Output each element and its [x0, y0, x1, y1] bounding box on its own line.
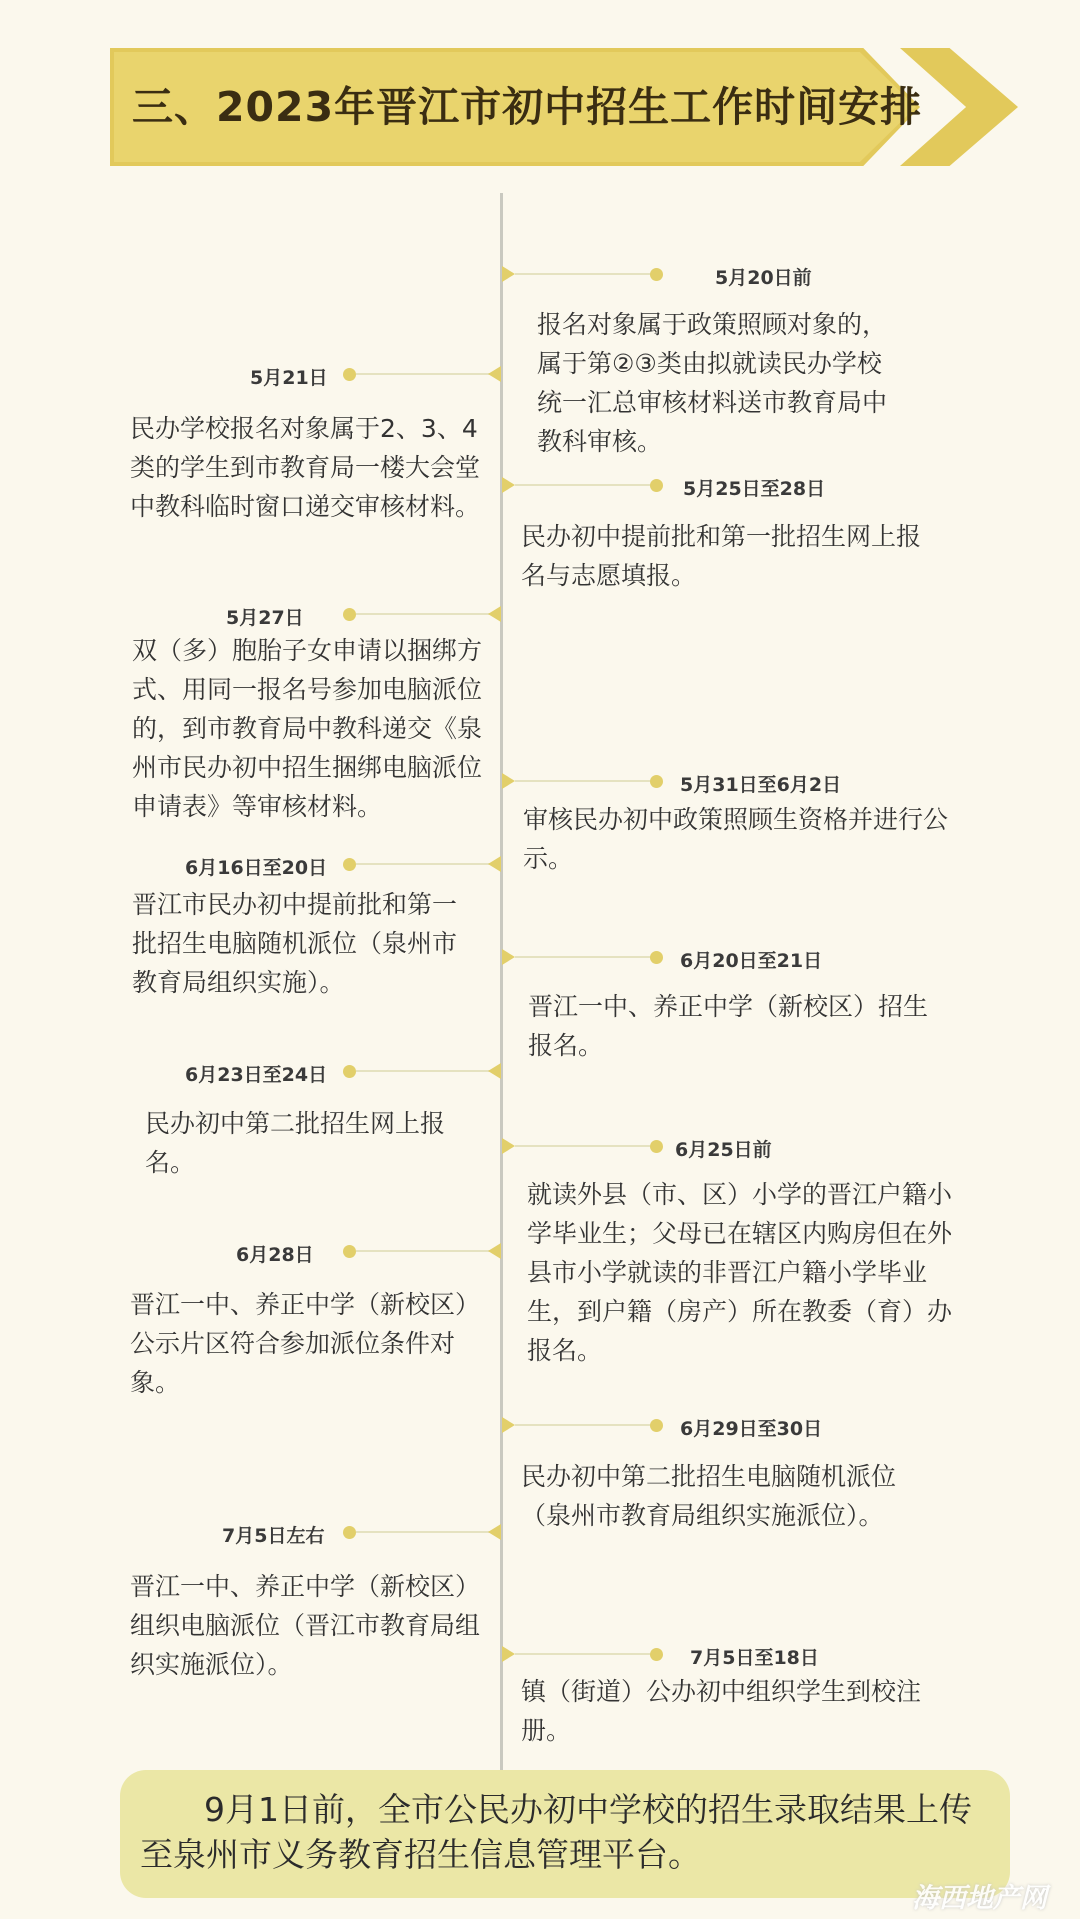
event-description: 晋江一中、养正中学（新校区）公示片区符合参加派位条件对象。 — [130, 1290, 481, 1397]
timeline-dot-icon — [343, 608, 356, 621]
timeline-dot-icon — [650, 951, 663, 964]
event-description: 就读外县（市、区）小学的晋江户籍小学毕业生；父母已在辖区内购房但在外县市小学就读的非晋江户籍小学毕业生，到户籍（房产）所在教委（育）办报名。 — [527, 1180, 953, 1365]
event-description: 民办学校报名对象属于2、3、4类的学生到市教育局一楼大会堂中教科临时窗口递交审核材料。 — [130, 414, 481, 521]
timeline-dot-icon — [343, 1245, 356, 1258]
event-description: 民办初中提前批和第一批招生网上报名与志愿填报。 — [521, 522, 922, 590]
summary-note-text: 9月1日前，全市公民办初中学校的招生录取结果上传至泉州市义务教育招生信息管理平台。 — [140, 1790, 972, 1874]
event-date: 6月28日 — [236, 1244, 314, 1266]
event-date: 6月29日至30日 — [680, 1418, 823, 1440]
left-arrow-marker-icon — [488, 366, 501, 382]
summary-note — [140, 1787, 995, 1877]
timeline-dot-icon — [650, 1140, 663, 1153]
watermark: 海西地产网 — [912, 1883, 1047, 1914]
right-arrow-marker-icon — [502, 1646, 515, 1662]
event-description: 审核民办初中政策照顾生资格并进行公示。 — [523, 805, 949, 873]
right-arrow-marker-icon — [502, 1417, 515, 1433]
event-date: 7月5日左右 — [222, 1525, 325, 1547]
timeline-dot-icon — [343, 858, 356, 871]
timeline-connector — [356, 613, 491, 615]
page-title: 三、2023年晋江市初中招生工作时间安排 — [132, 83, 923, 131]
event-date: 6月23日至24日 — [185, 1064, 328, 1086]
timeline-dot-icon — [650, 479, 663, 492]
timeline-connector — [515, 1145, 655, 1147]
event-description: 晋江一中、养正中学（新校区）组织电脑派位（晋江市教育局组织实施派位）。 — [130, 1572, 481, 1679]
event-description: 晋江市民办初中提前批和第一批招生电脑随机派位（泉州市教育局组织实施）。 — [132, 890, 458, 997]
right-arrow-marker-icon — [502, 477, 515, 493]
event-description: 民办初中第二批招生网上报名。 — [145, 1109, 446, 1177]
right-arrow-marker-icon — [502, 266, 515, 282]
timeline-connector — [515, 273, 655, 275]
left-arrow-marker-icon — [488, 1063, 501, 1079]
timeline-dot-icon — [650, 268, 663, 281]
left-arrow-marker-icon — [488, 1243, 501, 1259]
timeline-dot-icon — [650, 1648, 663, 1661]
timeline-dot-icon — [343, 368, 356, 381]
event-date: 5月27日 — [226, 607, 304, 629]
event-description: 镇（街道）公办初中组织学生到校注册。 — [521, 1677, 922, 1745]
right-arrow-marker-icon — [502, 949, 515, 965]
timeline-connector — [515, 484, 655, 486]
right-arrow-marker-icon — [502, 1138, 515, 1154]
timeline-connector — [515, 1653, 655, 1655]
event-description: 民办初中第二批招生电脑随机派位（泉州市教育局组织实施派位）。 — [521, 1462, 897, 1530]
timeline-dot-icon — [343, 1065, 356, 1078]
event-date: 6月25日前 — [675, 1139, 772, 1161]
event-date: 5月20日前 — [715, 267, 812, 289]
timeline-connector — [356, 1250, 491, 1252]
left-arrow-marker-icon — [488, 606, 501, 622]
timeline-dot-icon — [650, 1419, 663, 1432]
timeline-connector — [356, 1531, 491, 1533]
event-date: 5月31日至6月2日 — [680, 774, 842, 796]
timeline-connector — [515, 956, 655, 958]
right-arrow-marker-icon — [502, 773, 515, 789]
event-date: 6月20日至21日 — [680, 950, 823, 972]
event-date: 7月5日至18日 — [690, 1647, 819, 1669]
event-description: 报名对象属于政策照顾对象的，属于第②③类由拟就读民办学校统一汇总审核材料送市教育局中教科审核。 — [537, 310, 888, 456]
timeline-dot-icon — [650, 775, 663, 788]
timeline-connector — [356, 373, 491, 375]
timeline-connector — [515, 780, 655, 782]
event-description: 双（多）胞胎子女申请以捆绑方式、用同一报名号参加电脑派位的，到市教育局中教科递交《泉州市民办初中招生捆绑电脑派位申请表》等审核材料。 — [132, 636, 483, 821]
timeline-connector — [515, 1424, 655, 1426]
timeline-connector — [356, 863, 491, 865]
event-date: 6月16日至20日 — [185, 857, 328, 879]
timeline-dot-icon — [343, 1526, 356, 1539]
left-arrow-marker-icon — [488, 856, 501, 872]
left-arrow-marker-icon — [488, 1524, 501, 1540]
event-description: 晋江一中、养正中学（新校区）招生报名。 — [528, 992, 929, 1060]
event-date: 5月21日 — [250, 367, 328, 389]
timeline-connector — [356, 1070, 491, 1072]
event-date: 5月25日至28日 — [683, 478, 826, 500]
